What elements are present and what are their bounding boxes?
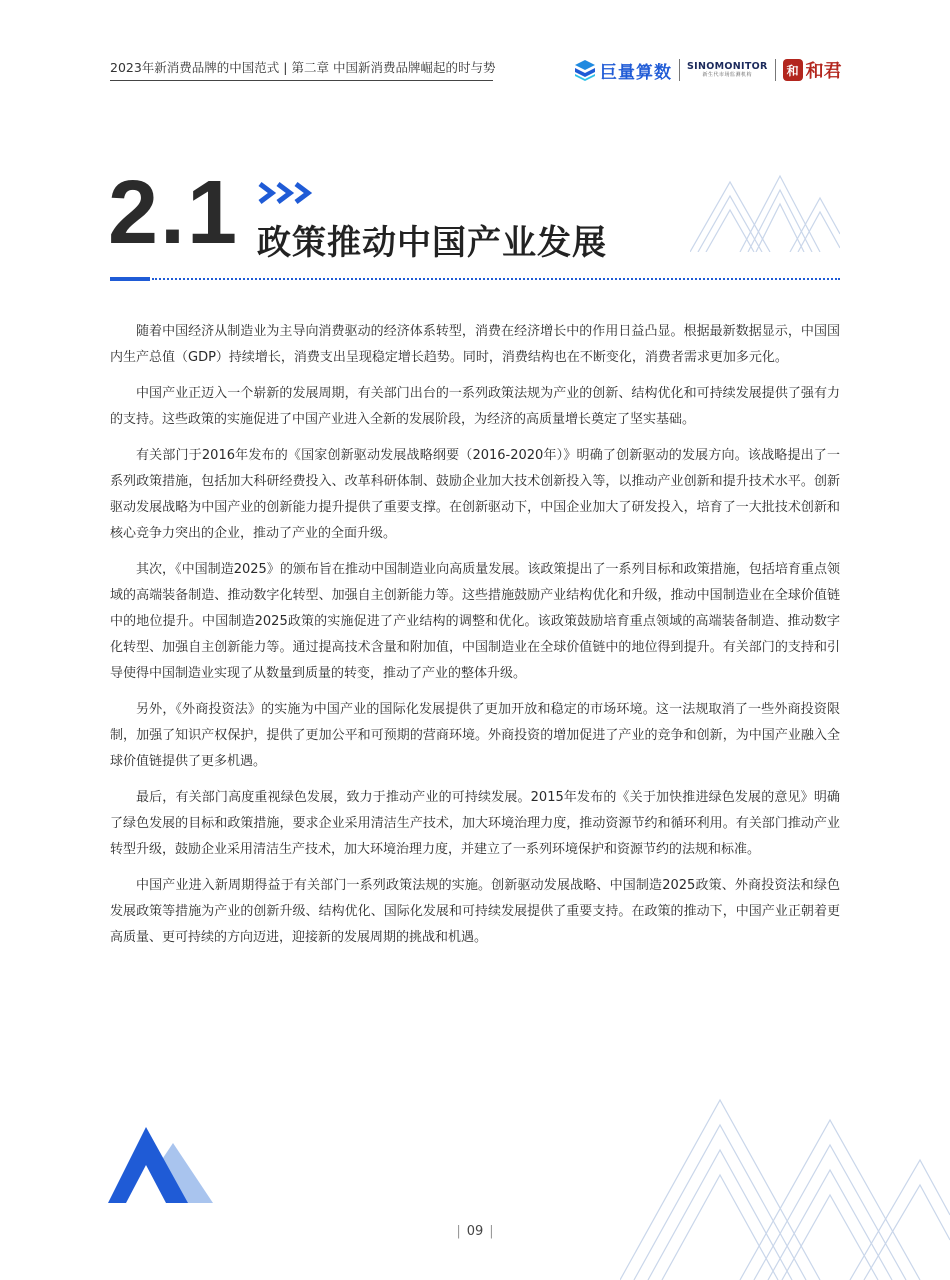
chevrons-icon bbox=[258, 182, 320, 204]
paragraph: 另外，《外商投资法》的实施为中国产业的国际化发展提供了更加开放和稳定的市场环境。这一法规取消了一些外商投资限制，加强了知识产权保护，提供了更加公平和可预期的营商环境。外商投资的增加促进了产业的竞争和创新，为中国产业融入全球价值链提供了更多机遇。 bbox=[110, 702, 840, 769]
paragraph: 中国产业正迈入一个崭新的发展周期，有关部门出台的一系列政策法规为产业的创新、结构优化和可持续发展提供了强有力的支持。这些政策的实施促进了中国产业进入全新的发展阶段，为经济的高质量增长奠定了坚实基础。 bbox=[110, 386, 840, 427]
mountain-lines-decoration-icon bbox=[690, 172, 840, 252]
page-number: | 09 | bbox=[456, 1224, 494, 1239]
juxing-logo-icon bbox=[574, 59, 596, 81]
sinomonitor-logo-subtext: 新生代市场监测机构 bbox=[702, 72, 753, 79]
body-text bbox=[110, 319, 840, 961]
mountain-decoration-icon bbox=[108, 1125, 243, 1205]
juxing-logo bbox=[574, 58, 672, 83]
header-title: 2023年新消费品牌的中国范式 | 第二章 中国新消费品牌崛起的时与势 bbox=[110, 60, 496, 75]
paragraph: 有关部门于2016年发布的《国家创新驱动发展战略纲要（2016-2020年）》明确了创新驱动的发展方向。该战略提出了一系列政策措施，包括加大科研经费投入、改革科研体制、鼓励企业加大技术创新投入等，以推动产业创新和提升技术水平。创新驱动发展战略为中国产业的创新能力提升提供了重要支撑。在创新驱动下，中国企业加大了研发投入，培育了一大批技术创新和核心竞争力突出的企业，推动了产业的全面升级。 bbox=[110, 448, 840, 541]
title-underline bbox=[110, 277, 150, 281]
logo-separator bbox=[775, 59, 776, 81]
header-logos bbox=[574, 55, 842, 85]
paragraph: 其次，《中国制造2025》的颁布旨在推动中国制造业向高质量发展。该政策提出了一系列目标和政策措施，包括培育重点领域的高端装备制造、推动数字化转型、加强自主创新能力等。这些措施鼓励产业结构优化和升级，推动中国制造业在全球价值链中的地位提升。中国制造2025政策的实施促进了产业结构的调整和优化。该政策鼓励培育重点领域的高端装备制造、推动数字化转型、加强自主创新能力等。通过提高技术含量和附加值，中国制造业在全球价值链中的地位得到提升。有关部门的支持和引导使得中国制造业实现了从数量到质量的转变，推动了产业的整体升级。 bbox=[110, 562, 840, 681]
section-title: 政策推动中国产业发展 bbox=[257, 223, 607, 263]
page-number-value: 09 bbox=[466, 1224, 484, 1239]
section-number: 2.1 bbox=[108, 163, 240, 263]
paragraph: 最后，有关部门高度重视绿色发展，致力于推动产业的可持续发展。2015年发布的《关于加快推进绿色发展的意见》明确了绿色发展的目标和政策措施，要求企业采用清洁生产技术，加大环境治理力度，推动资源节约和循环利用。有关部门推动产业转型升级，鼓励企业采用清洁生产技术，加大环境治理力度，并建立了一系列环境保护和资源节约的法规和标准。 bbox=[110, 790, 840, 857]
sinomonitor-logo-text: SINOMONITOR bbox=[687, 60, 768, 72]
header-rule bbox=[110, 80, 493, 81]
paragraph: 随着中国经济从制造业为主导向消费驱动的经济体系转型，消费在经济增长中的作用日益凸显。根据最新数据显示，中国国内生产总值（GDP）持续增长，消费支出呈现稳定增长趋势。同时，消费结构也在不断变化，消费者需求更加多元化。 bbox=[110, 324, 840, 365]
mountain-lines-decoration-icon bbox=[620, 1090, 950, 1280]
paragraph: 中国产业进入新周期得益于有关部门一系列政策法规的实施。创新驱动发展战略、中国制造2025政策、外商投资法和绿色发展政策等措施为产业的创新升级、结构优化、国际化发展和可持续发展提供了重要支持。在政策的推动下，中国产业正朝着更高质量、更可持续的方向迈进，迎接新的发展周期的挑战和机遇。 bbox=[110, 878, 840, 945]
hejun-logo-text: 和君 bbox=[805, 61, 842, 82]
logo-separator bbox=[679, 59, 680, 81]
juxing-logo-text: 巨量算数 bbox=[600, 62, 672, 83]
hejun-seal-icon: 和 bbox=[783, 59, 803, 81]
hejun-logo bbox=[783, 57, 842, 83]
title-dotted-rule bbox=[152, 278, 840, 280]
sinomonitor-logo bbox=[687, 62, 768, 79]
